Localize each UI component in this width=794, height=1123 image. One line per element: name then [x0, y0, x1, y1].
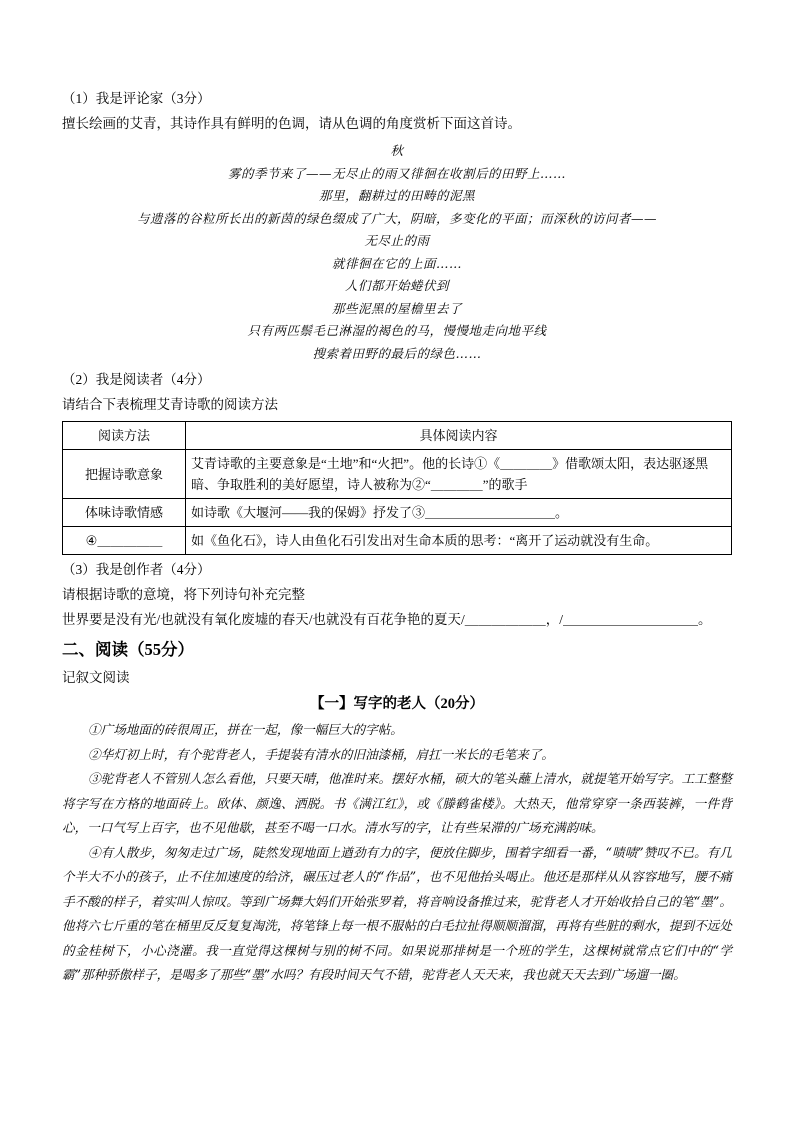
question-1-prompt: （1）我是评论家（3分）	[62, 91, 211, 106]
question-3-prompt: （3）我是创作者（4分）	[62, 562, 211, 577]
table-cell-content: 艾青诗歌的主要意象是“土地”和“火把”。他的长诗①《＿＿＿＿》借歌颂太阳，表达驱逐黑暗、争取胜利的美好愿望，诗人被称为②“＿＿＿＿”的歌手	[186, 450, 732, 499]
table-row	[63, 499, 732, 527]
table-cell-content: 如《鱼化石》，诗人由鱼化石引发出对生命本质的思考：“离开了运动就没有生命。	[186, 527, 732, 555]
question-2-text: 请结合下表梳理艾青诗歌的阅读方法	[62, 397, 278, 412]
article-paragraph: ④有人散步，匆匆走过广场，陡然发现地面上遒劲有力的字，便放住脚步，围着字细看一番，“啧啧”赞叹不已。有几个半大不小的孩子，止不住加速度的给济，碾压过老人的“作品”，也不见他抬头喝止。他还是那样从从容容地写，腰不痛手不酸的样子，着实叫人惊叹。等到广场舞大妈们开始张罗着，将音响设备推过来，驼背老人才开始收拾自己的笔“墨”。他将六七斤重的笔在桶里反反复复淘洗，将笔锋上每一根不服帖的白毛拉扯得顺顺溜溜，再将有些脏的剩水，提到不远处的金桂树下，小心浇灌。我一直觉得这棵树与别的树不同。如果说那排树是一个班的学生，这棵树就常点它们中的“学霸”那种骄傲样子，是喝多了那些“墨”水吗？有段时间天气不错，驼背老人天天来，我也就天天去到广场遛一圈。	[62, 844, 732, 982]
reading-method-table	[62, 421, 732, 555]
poem-line: 那些泥黑的屋檐里去了	[331, 300, 462, 316]
section-title: 二、阅读（55分）	[62, 640, 194, 659]
poem-line: 那里，翻耕过的田畴的泥黑	[318, 188, 475, 203]
table-header-method: 阅读方法	[63, 422, 186, 450]
article-paragraph: ③驼背老人不管别人怎么看他，只要天晴，他准时来。摆好水桶，硕大的笔头蘸上清水，就提笔开始写字。工工整整将字写在方格的地面砖上。欧体、颜逸、洒脱。书《满江红》，或《滕鹤雀楼》。大热天，他常穿穿一条西装裤，一件背心，一口气写上百字，也不见他歇，甚至不喝一口水。清水写的字，让有些呆滞的广场充满韵味。	[62, 771, 732, 835]
poem-block	[62, 140, 732, 365]
poem-title: 秋	[390, 143, 404, 158]
article-paragraph: ②华灯初上时，有个驼背老人，手提装有清水的旧油漆桶，肩扛一米长的毛笔来了。	[88, 746, 554, 762]
question-3-text: 请根据诗歌的意境，将下列诗句补充完整	[62, 587, 305, 602]
table-cell-content: 如诗歌《大堰河——我的保姆》抒发了③＿＿＿＿＿＿＿＿＿＿。	[186, 499, 732, 527]
table-cell-method: 把握诗歌意象	[63, 450, 186, 499]
table-cell-method: 体味诗歌情感	[63, 499, 186, 527]
table-header-row	[63, 422, 732, 450]
poem-line: 只有两匹鬃毛已淋湿的褐色的马，慢慢地走向地平线	[247, 323, 547, 338]
question-1-text: 擅长绘画的艾青，其诗作具有鲜明的色调，请从色调的角度赏析下面这首诗。	[62, 116, 521, 131]
question-3-content: 世界要是没有光/也就没有氧化废墟的春天/也就没有百花争艳的夏天/＿＿＿＿＿＿，/＿＿＿＿＿＿＿＿＿＿。	[62, 612, 712, 627]
poem-line: 就徘徊在它的上面……	[331, 255, 462, 271]
poem-line: 搜索着田野的最后的绿色……	[312, 345, 482, 361]
article-title: 【一】写字的老人（20分）	[310, 696, 484, 712]
poem-line: 无尽止的雨	[364, 233, 430, 248]
table-cell-method: ④＿＿＿＿＿	[63, 527, 186, 555]
poem-line: 与遗落的谷粒所长出的新茵的绿色缀成了广大，阴暗，多变化的平面；而深秋的访问者——	[136, 210, 657, 226]
section-subtitle: 记叙文阅读	[62, 670, 130, 685]
question-2-prompt: （2）我是阅读者（4分）	[62, 372, 211, 387]
table-row	[63, 527, 732, 555]
table-row	[63, 450, 732, 499]
poem-line: 雾的季节来了——无尽止的雨又徘徊在收割后的田野上……	[227, 165, 566, 181]
article-paragraph: ①广场地面的砖很周正，拼在一起，像一幅巨大的字帖。	[88, 722, 403, 737]
table-header-content: 具体阅读内容	[186, 422, 732, 450]
poem-line: 人们都开始蜷伏到	[344, 278, 449, 293]
